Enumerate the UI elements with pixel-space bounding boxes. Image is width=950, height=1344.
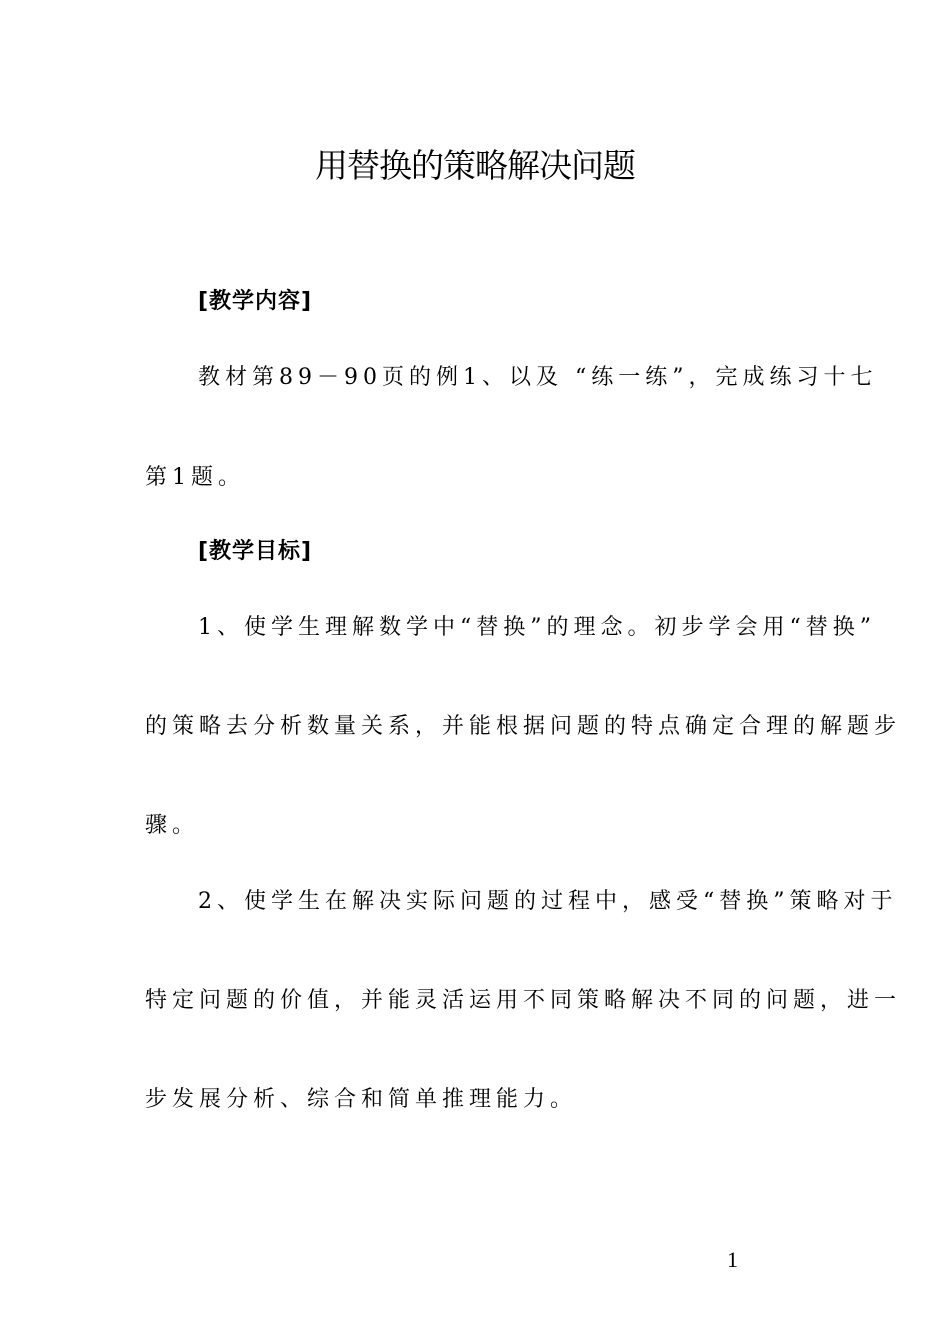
paragraph-line: 1、使学生理解数学中“替换”的理念。初步学会用“替换” [198, 615, 876, 640]
paragraph-line: 特定问题的价值，并能灵活运用不同策略解决不同的问题，进一 [145, 988, 902, 1013]
section-heading-teaching-content: [教学内容] [198, 289, 313, 314]
paragraph-line: 步发展分析、综合和简单推理能力。 [145, 1087, 578, 1112]
paragraph-line: 的策略去分析数量关系，并能根据问题的特点确定合理的解题步 [145, 714, 902, 739]
paragraph-line: 第1题。 [145, 465, 245, 490]
paragraph-line: 2、使学生在解决实际问题的过程中，感受“替换”策略对于 [198, 889, 898, 914]
paragraph-line: 骤。 [145, 813, 200, 838]
section-heading-teaching-goals: [教学目标] [198, 539, 313, 564]
document-title: 用替换的策略解决问题 [315, 146, 635, 185]
paragraph-line: 教材第89－90页的例1、以及 “练一练”，完成练习十七 [198, 365, 878, 390]
page-number: 1 [727, 1247, 738, 1272]
